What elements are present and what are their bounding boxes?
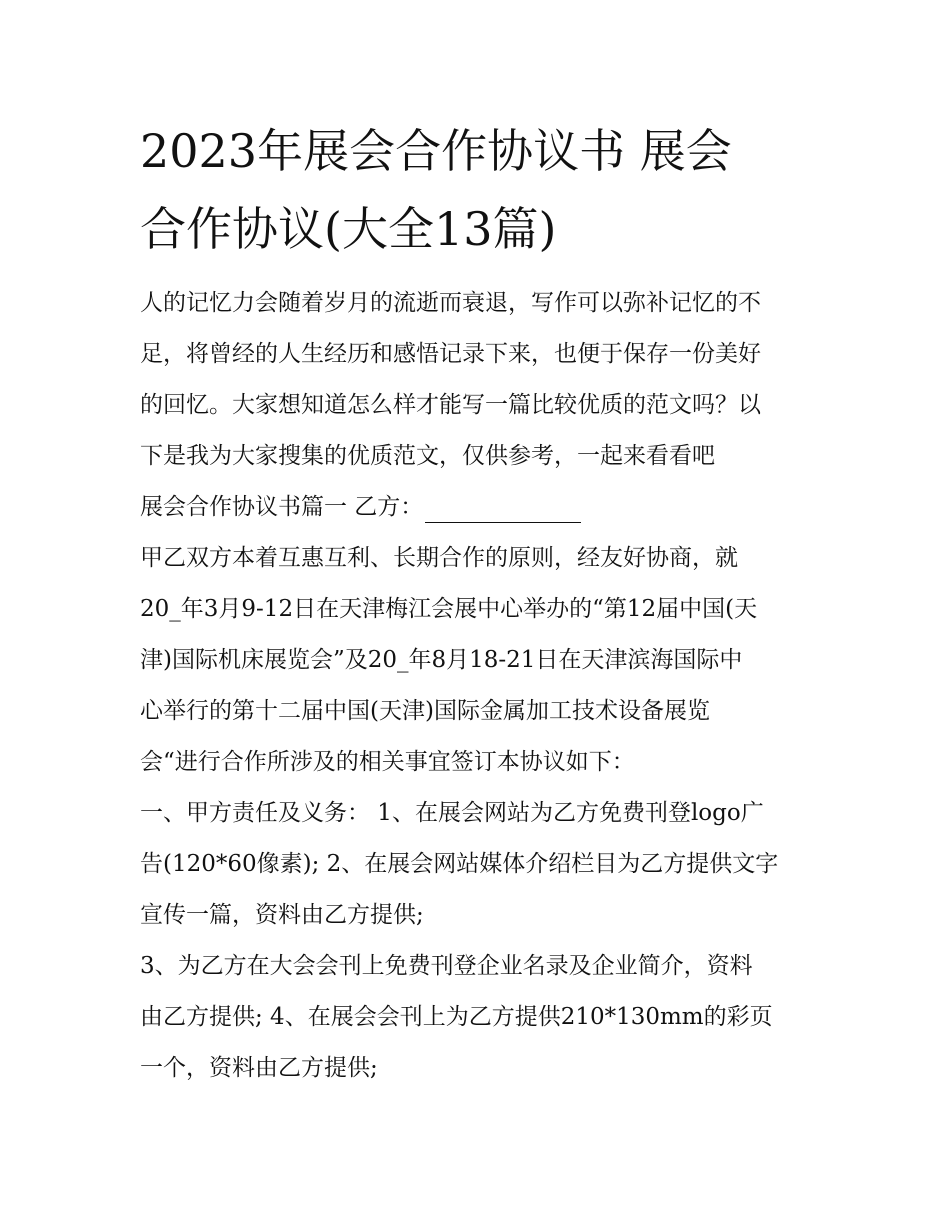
body-line: 甲乙双方本着互惠互利、长期合作的原则，经友好协商，就 xyxy=(140,545,738,571)
body-line: 一个，资料由乙方提供; xyxy=(140,1055,378,1081)
section-heading-text: 展会合作协议书篇一 乙方： xyxy=(140,494,424,520)
title-line-1: 2023年展会合作协议书 展会 xyxy=(140,124,732,178)
body-line-with-blank xyxy=(140,482,820,533)
body-line: 心举行的第十二届中国(天津)国际金属加工技术设备展览 xyxy=(140,698,710,724)
body-line: 下是我为大家搜集的优质范文，仅供参考，一起来看看吧 xyxy=(140,443,715,469)
body-line: 人的记忆力会随着岁月的流逝而衰退，写作可以弥补记忆的不 xyxy=(140,290,761,316)
body-line: 会“进行合作所涉及的相关事宜签订本协议如下： xyxy=(140,749,635,775)
body-line: 宣传一篇，资料由乙方提供; xyxy=(140,902,424,928)
body-line: 20_年3月9-12日在天津梅江会展中心举办的“第12届中国(天 xyxy=(140,596,758,622)
body-line: 足，将曾经的人生经历和感悟记录下来，也便于保存一份美好 xyxy=(140,341,761,367)
body-line: 3、为乙方在大会会刊上免费刊登企业名录及企业简介，资料 xyxy=(140,953,753,979)
body-line: 告(120*60像素); 2、在展会网站媒体介绍栏目为乙方提供文字 xyxy=(140,851,779,877)
fill-in-blank-line xyxy=(425,492,581,523)
body-line: 一、甲方责任及义务： 1、在展会网站为乙方免费刊登logo广 xyxy=(140,800,764,826)
title-line-2: 合作协议(大全13篇) xyxy=(140,202,557,256)
body-line: 由乙方提供; 4、在展会会刊上为乙方提供210*130mm的彩页 xyxy=(140,1004,773,1030)
document-body xyxy=(140,278,820,1094)
document-title xyxy=(140,112,830,268)
body-line: 津)国际机床展览会”及20_年8月18-21日在天津滨海国际中 xyxy=(140,647,743,673)
body-line: 的回忆。大家想知道怎么样才能写一篇比较优质的范文吗？以 xyxy=(140,392,761,418)
